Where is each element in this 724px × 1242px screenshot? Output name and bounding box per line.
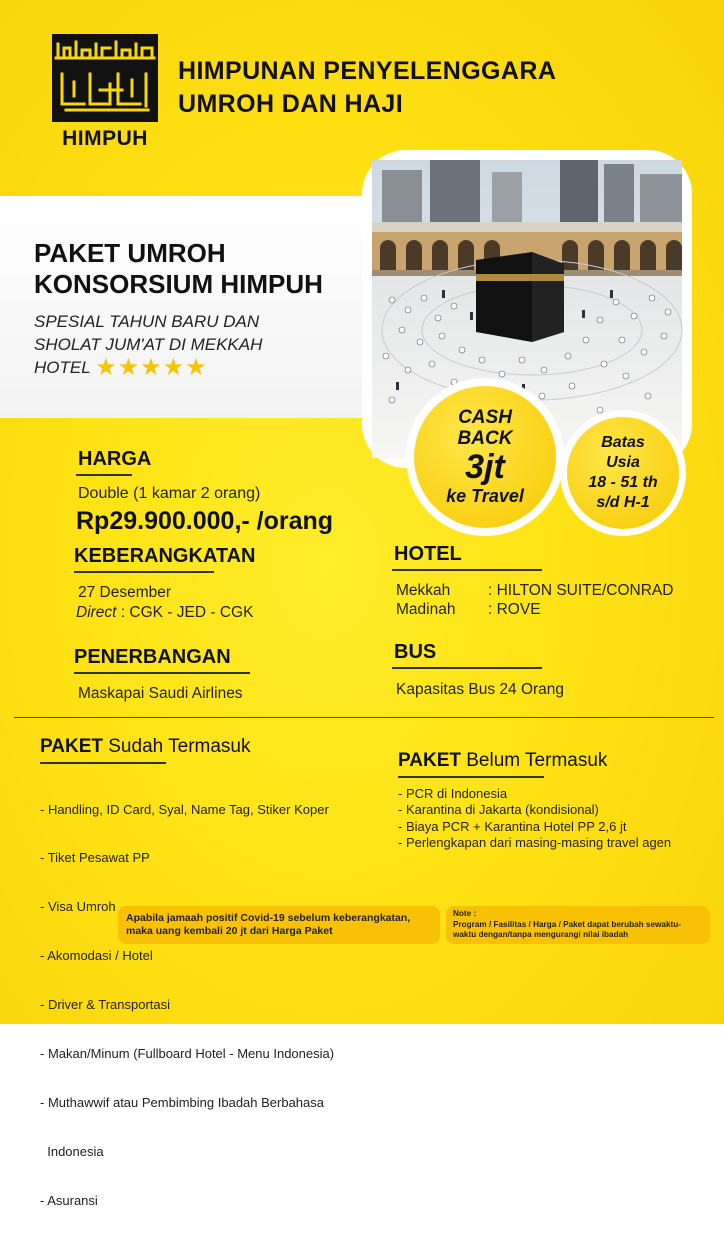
route-label: Direct <box>76 604 117 621</box>
excluded-heading-rest: Belum Termasuk <box>460 750 608 771</box>
package-subtitle-line3 <box>34 356 354 379</box>
keberangkatan-underline <box>74 571 214 573</box>
hotel-heading: HOTEL <box>394 543 462 565</box>
list-item: - Handling, ID Card, Syal, Name Tag, Stiker Koper <box>40 801 329 817</box>
organization-title <box>178 55 556 121</box>
airline: Maskapai Saudi Airlines <box>78 685 243 702</box>
cashback-badge-inner <box>414 386 556 528</box>
covid-note-line1: Apabila jamaah positif Covid-19 sebelum keberangkatan, <box>126 912 411 924</box>
logo-text: HIMPUH <box>62 127 148 150</box>
hotel-name: : HILTON SUITE/CONRAD <box>488 582 674 599</box>
covid-refund-note <box>118 906 440 944</box>
list-item: - Akomodasi / Hotel <box>40 948 153 964</box>
note-title: Note : <box>453 909 477 918</box>
keberangkatan-heading: KEBERANGKATAN <box>74 545 256 567</box>
hotel-city: Madinah <box>396 601 456 618</box>
hotel-list <box>396 581 716 619</box>
departure-date: 27 Desember <box>78 584 172 601</box>
bus-capacity: Kapasitas Bus 24 Orang <box>396 681 565 698</box>
list-item: - Asuransi <box>40 1192 98 1208</box>
hotel-row <box>396 600 716 619</box>
list-item: - Makan/Minum (Fullboard Hotel - Menu Indonesia) <box>40 1046 335 1062</box>
himpuh-logo <box>52 34 158 152</box>
logo-calligraphy-mark <box>52 34 158 122</box>
list-item: - Driver & Transportasi <box>40 997 171 1013</box>
list-item: - PCR di Indonesia <box>398 786 508 801</box>
included-heading <box>40 736 251 758</box>
list-item: - Visa Umroh <box>40 899 116 915</box>
hotel-label: HOTEL <box>34 358 91 377</box>
hotel-row <box>396 581 716 600</box>
package-title <box>34 238 323 300</box>
age-limit-badge-inner <box>567 417 679 529</box>
excluded-underline <box>398 776 544 778</box>
list-item: - Muthawwif atau Pembimbing Ibadah Berbahasa <box>40 1094 324 1110</box>
cashback-line1: CASH <box>458 407 512 428</box>
harga-heading: HARGA <box>78 448 152 470</box>
five-star-rating-icon: ★★★★★ <box>95 354 208 381</box>
package-title-line2: KONSORSIUM HIMPUH <box>34 269 323 299</box>
excluded-heading-bold: PAKET <box>398 750 461 771</box>
org-title-line2: UMROH DAN HAJI <box>178 90 404 118</box>
age-line3: 18 - 51 th <box>588 474 658 491</box>
package-subtitle-line2: SHOLAT JUM'AT DI MEKKAH <box>34 335 263 354</box>
room-type: Double (1 kamar 2 orang) <box>78 485 261 502</box>
included-list <box>40 769 380 1242</box>
list-item: - Biaya PCR + Karantina Hotel PP 2,6 jt <box>398 818 627 834</box>
cashback-line3: ke Travel <box>446 486 524 506</box>
package-subtitle <box>34 310 354 379</box>
hotel-underline <box>392 569 542 571</box>
package-title-line1: PAKET UMROH <box>34 238 226 268</box>
harga-underline <box>76 474 132 476</box>
included-heading-bold: PAKET <box>40 736 103 757</box>
age-line1: Batas <box>601 434 645 451</box>
penerbangan-heading: PENERBANGAN <box>74 646 231 668</box>
package-subtitle-line1: SPESIAL TAHUN BARU DAN <box>34 312 260 331</box>
excluded-list <box>398 786 718 851</box>
list-item: - Karantina di Jakarta (kondisional) <box>398 802 599 818</box>
included-underline <box>40 762 166 764</box>
hotel-name: : ROVE <box>488 601 541 618</box>
price: Rp29.900.000,- /orang <box>76 507 334 535</box>
route-value: : CGK - JED - CGK <box>116 604 254 621</box>
bus-heading: BUS <box>394 641 437 663</box>
list-item: - Tiket Pesawat PP <box>40 850 150 866</box>
section-divider <box>14 717 714 718</box>
note-line1: Program / Fasilitas / Harga / Paket dapat berubah sewaktu- <box>453 919 681 929</box>
age-line2: Usia <box>606 454 640 471</box>
age-limit-badge <box>560 410 686 536</box>
cashback-line2: BACK <box>457 428 513 449</box>
hotel-city: Mekkah <box>396 582 451 599</box>
excluded-heading <box>398 750 607 772</box>
covid-note-line2: maka uang kembali 20 jt dari Harga Paket <box>126 925 333 937</box>
org-title-line1: HIMPUNAN PENYELENGGARA <box>178 57 557 85</box>
package-banner <box>0 196 372 418</box>
cashback-amount: 3jt <box>465 448 505 486</box>
age-line4: s/d H-1 <box>596 494 650 511</box>
flight-route <box>76 604 253 622</box>
list-item: - Perlengkapan dari masing-masing travel agen <box>398 834 672 850</box>
penerbangan-underline <box>74 672 250 674</box>
list-item: Indonesia <box>40 1143 104 1159</box>
note-line2: waktu dengan/tanpa mengurangi nilai ibadah <box>453 930 629 939</box>
bus-underline <box>392 667 542 669</box>
included-heading-rest: Sudah Termasuk <box>102 736 251 757</box>
cashback-badge <box>406 378 564 536</box>
change-notice-note <box>446 906 710 944</box>
